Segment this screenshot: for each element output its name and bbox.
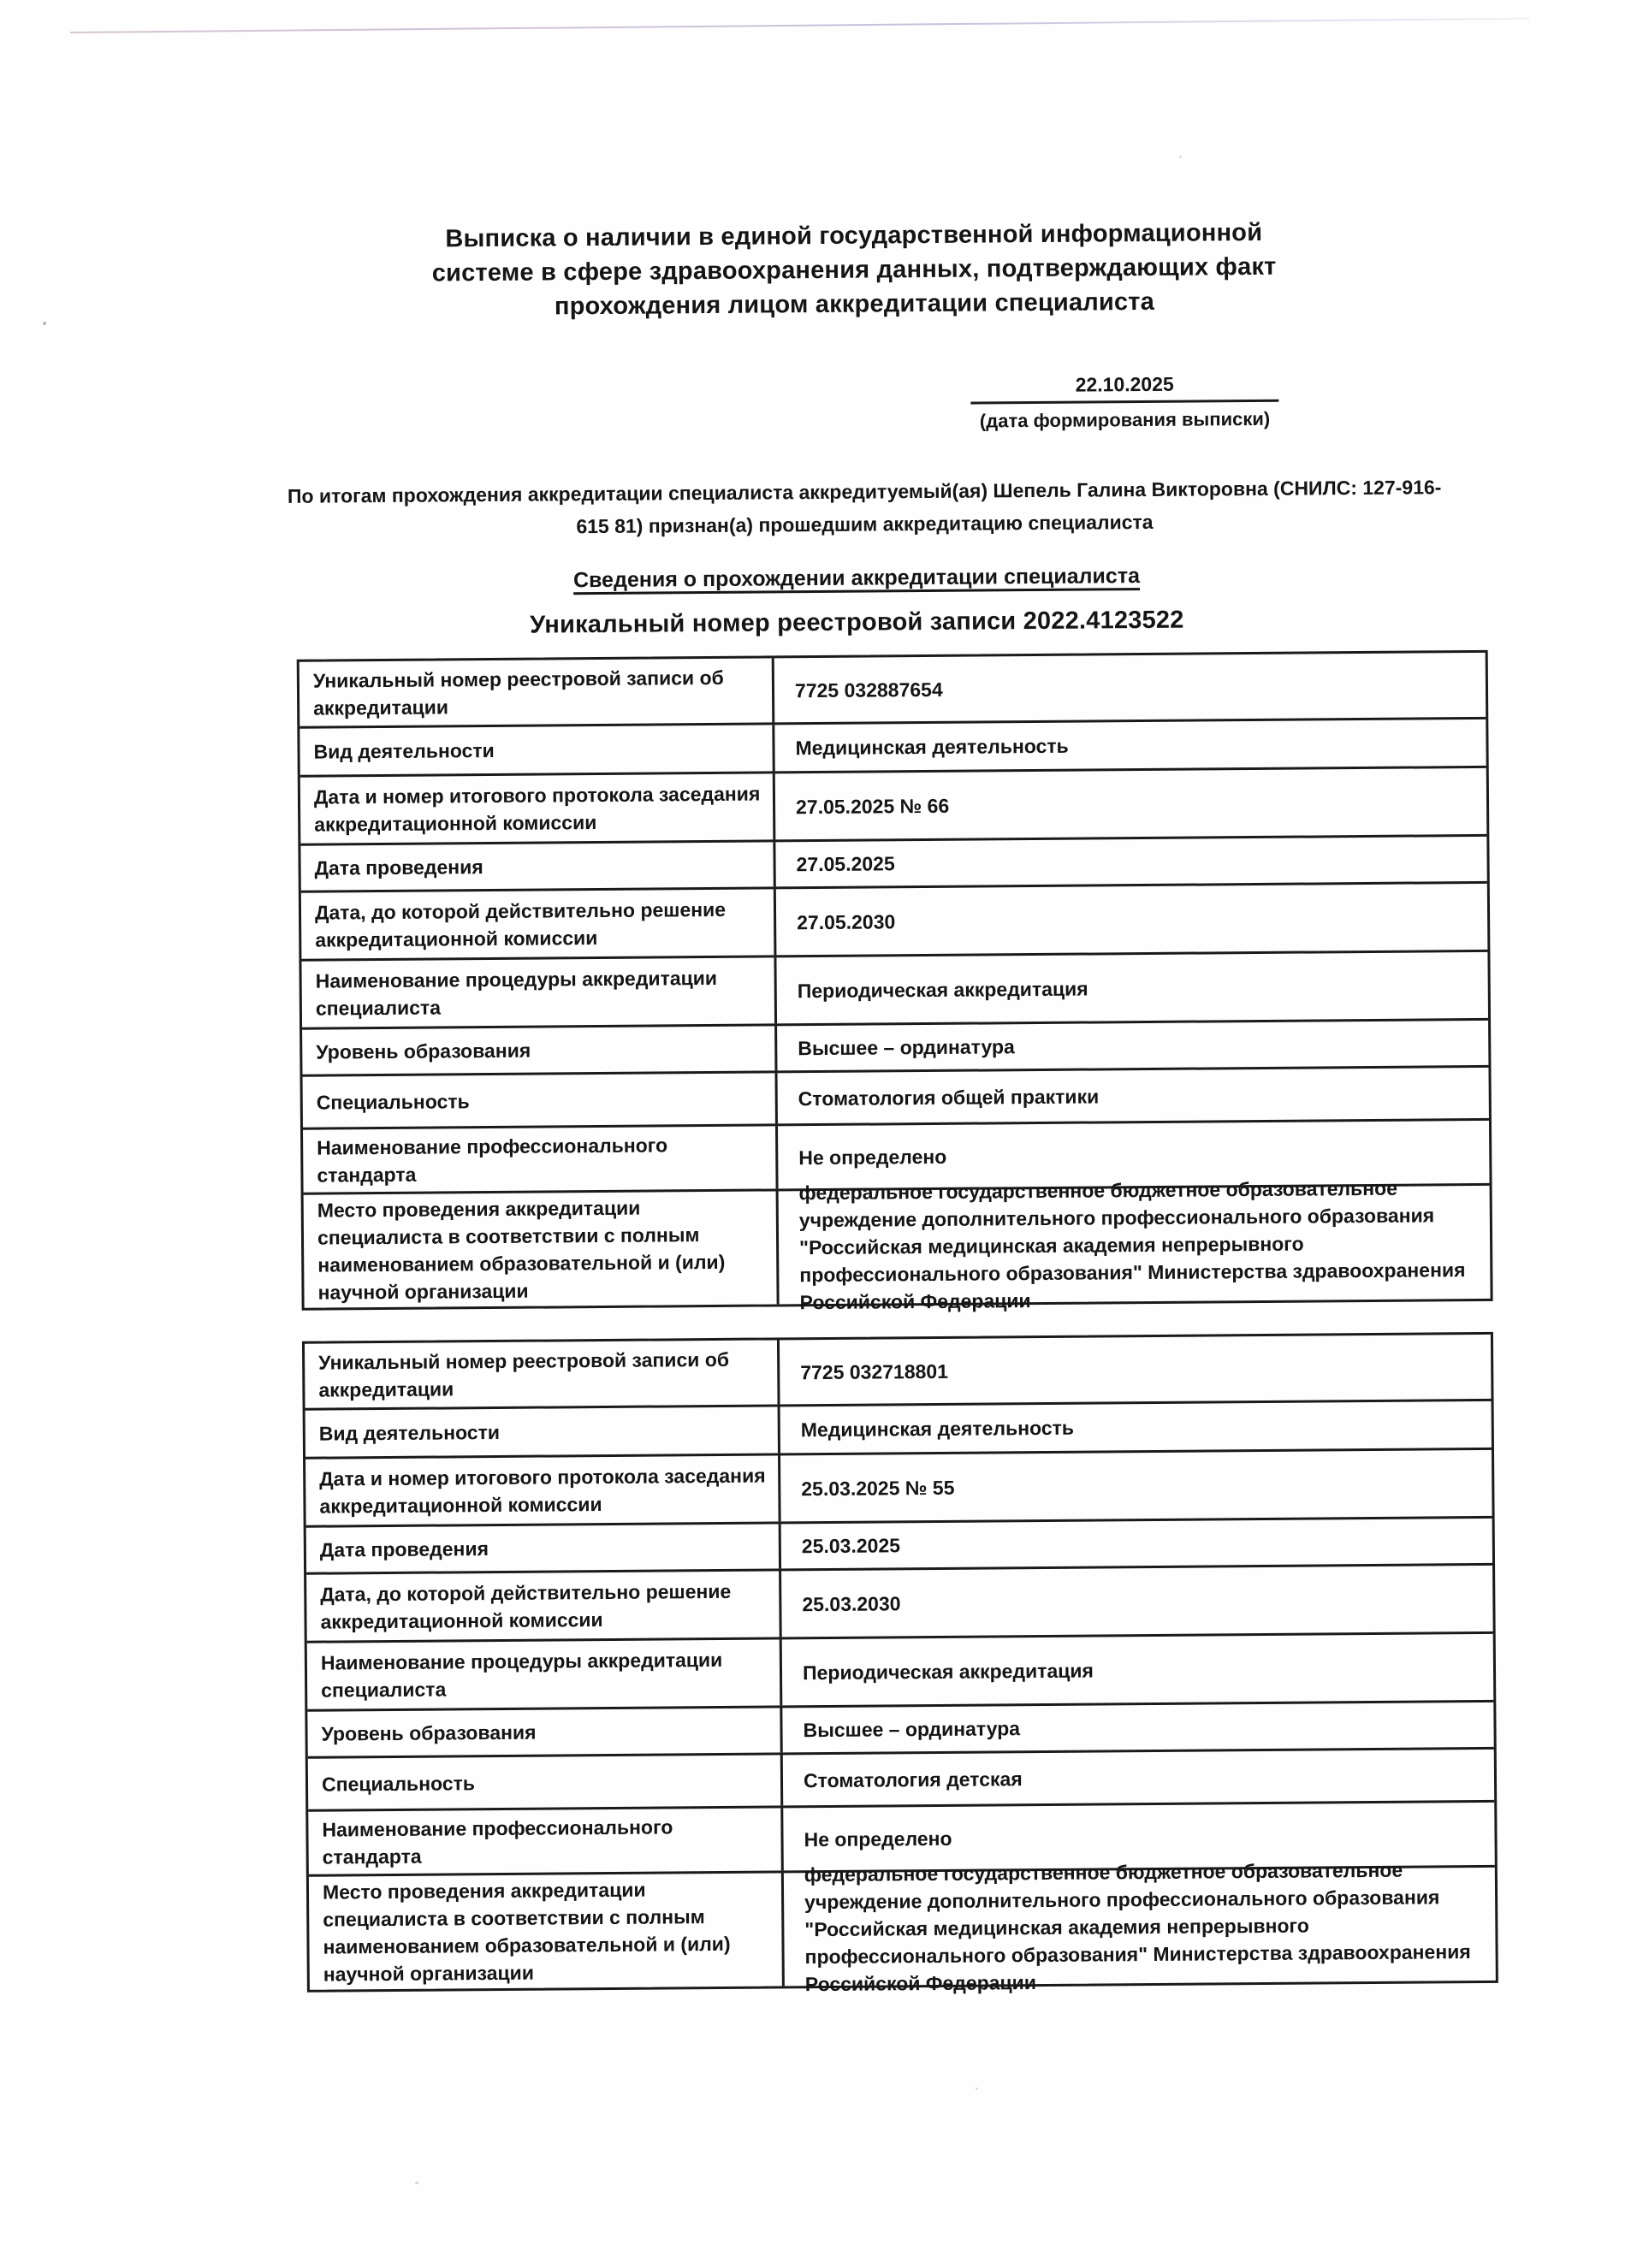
row-value: Медицинская деятельность bbox=[800, 1416, 1075, 1442]
table-row bbox=[301, 884, 1488, 962]
row-label: Место проведения аккредитации специалиста в соответствии с полным наименованием образовательной и (или) научной организации bbox=[304, 1191, 780, 1307]
row-label: Уровень образования bbox=[307, 1708, 782, 1756]
row-label: Уровень образования bbox=[302, 1026, 777, 1074]
row-label: Наименование профессионального стандарта bbox=[303, 1126, 779, 1192]
row-label: Дата проведения bbox=[300, 842, 775, 890]
row-value: 27.05.2025 № 66 bbox=[795, 794, 950, 818]
accreditation-record-table-1 bbox=[297, 650, 1493, 1314]
row-value: 27.05.2025 bbox=[796, 852, 895, 876]
registry-heading: Уникальный номер реестровой записи 2022.4123522 bbox=[530, 606, 1184, 639]
row-label: Уникальный номер реестровой записи об аккредитации bbox=[300, 658, 775, 725]
table-row bbox=[305, 1335, 1492, 1411]
row-label: Наименование процедуры аккредитации специалиста bbox=[301, 957, 777, 1027]
section-heading: Сведения о прохождении аккредитации специалиста bbox=[572, 564, 1141, 593]
row-label: Дата, до которой действительно решение аккредитационной комиссии bbox=[306, 1571, 782, 1640]
table-row bbox=[304, 1176, 1491, 1314]
row-label: Дата проведения bbox=[306, 1524, 781, 1572]
intro-paragraph: По итогам прохождения аккредитации специалиста аккредитуемый(ая) Шепель Галина Викторовна (СНИЛС: 127-916- 615 81) признан(а) прошедшим аккредитацию специалиста bbox=[287, 476, 1442, 538]
row-value: 25.03.2025 № 55 bbox=[801, 1476, 955, 1500]
table-row bbox=[309, 1858, 1496, 1996]
row-value: 7725 032887654 bbox=[794, 678, 943, 702]
row-value: федеральное государственное бюджетное образовательное учреждение дополнительного профессионального образования "Российская медицинская академия непрерывного профессионального образования" Министерства здравоохранения Российской Федерации bbox=[798, 1176, 1466, 1314]
row-label: Наименование профессионального стандарта bbox=[308, 1808, 784, 1874]
table-row bbox=[306, 1566, 1493, 1643]
row-value: Не определено bbox=[798, 1145, 947, 1169]
row-value: Стоматология общей практики bbox=[798, 1084, 1100, 1110]
date-underline bbox=[970, 400, 1278, 405]
row-value: Стоматология детская bbox=[803, 1767, 1023, 1791]
row-value: 25.03.2030 bbox=[802, 1591, 901, 1615]
row-value: Периодическая аккредитация bbox=[797, 977, 1088, 1002]
accreditation-record-table-2 bbox=[302, 1332, 1498, 1996]
row-label: Наименование процедуры аккредитации специалиста bbox=[307, 1639, 783, 1708]
generation-date: 22.10.2025 bbox=[1075, 372, 1174, 396]
row-value: Высшее – ординатура bbox=[803, 1717, 1021, 1742]
table-row bbox=[301, 952, 1488, 1030]
row-value: 27.05.2030 bbox=[797, 909, 896, 933]
row-label: Вид деятельности bbox=[300, 725, 774, 774]
row-value: Не определено bbox=[804, 1827, 952, 1851]
table-row bbox=[308, 1750, 1494, 1812]
table-row bbox=[305, 1450, 1492, 1528]
row-label: Вид деятельности bbox=[305, 1406, 780, 1456]
table-row bbox=[300, 653, 1486, 729]
row-value: федеральное государственное бюджетное образовательное учреждение дополнительного профессионального образования "Российская медицинская академия непрерывного профессионального образования" Министерства здравоохранения Российской Федерации bbox=[804, 1858, 1471, 1996]
row-label: Дата и номер итогового протокола заседания аккредитационной комиссии bbox=[300, 773, 776, 843]
generation-date-block bbox=[970, 371, 1279, 433]
document-title: Выписка о наличии в единой государственной информационной системе в сфере здравоохранения данных, подтверждающих факт прохождения лицом аккредитации специалиста bbox=[431, 218, 1277, 321]
row-value: Периодическая аккредитация bbox=[802, 1659, 1094, 1684]
table-row bbox=[300, 768, 1487, 846]
row-value: 25.03.2025 bbox=[801, 1534, 901, 1558]
row-label: Специальность bbox=[308, 1755, 783, 1809]
generation-date-caption: (дата формирования выписки) bbox=[979, 407, 1271, 432]
row-label: Место проведения аккредитации специалиста в соответствии с полным наименованием образовательной и (или) научной организации bbox=[309, 1873, 785, 1989]
table-row bbox=[303, 1068, 1489, 1130]
row-value: Высшее – ординатура bbox=[798, 1035, 1015, 1060]
table-row bbox=[307, 1634, 1494, 1712]
row-value: 7725 032718801 bbox=[800, 1359, 949, 1383]
row-label: Дата и номер итогового протокола заседания аккредитационной комиссии bbox=[305, 1455, 781, 1525]
row-label: Уникальный номер реестровой записи об аккредитации bbox=[305, 1340, 780, 1407]
row-label: Специальность bbox=[303, 1073, 778, 1127]
row-label: Дата, до которой действительно решение аккредитационной комиссии bbox=[301, 889, 777, 958]
row-value: Медицинская деятельность bbox=[795, 734, 1069, 760]
